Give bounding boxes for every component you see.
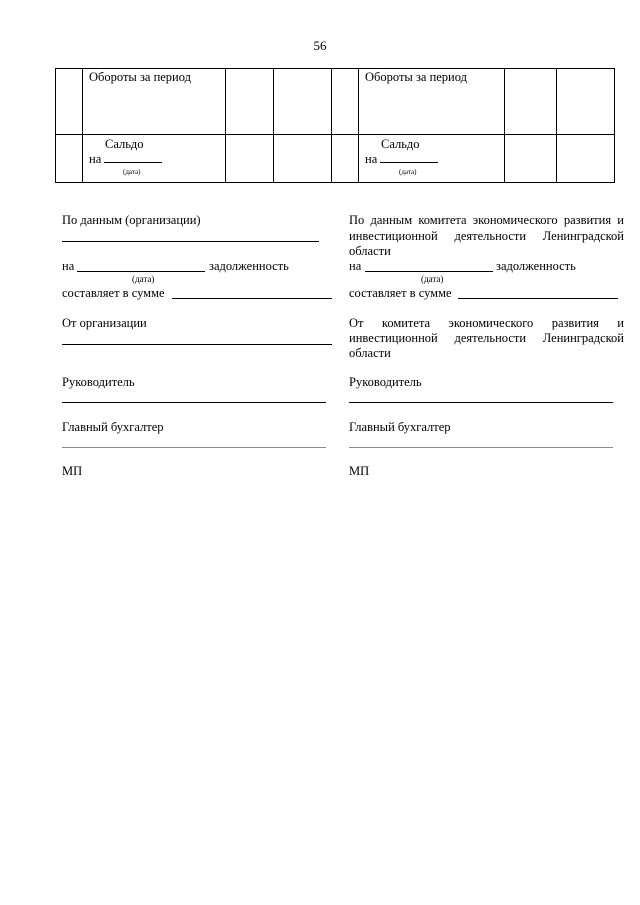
right-date-line[interactable] [365,271,493,272]
saldo-on-label-left: на [89,152,102,166]
right-head-label: Руководитель [349,375,422,389]
left-accountant-signature-line[interactable] [62,447,326,448]
right-sum-label: составляет в сумме [349,286,452,300]
table-row-saldo [56,135,615,183]
right-sum-line[interactable] [458,298,618,299]
right-from-committee-line2: инвестиционной деятельности Ленинградской [349,331,624,345]
saldo-date-hint-right: (дата) [399,168,417,176]
left-from-org-line[interactable] [62,344,332,345]
table-row-turnover [56,69,615,135]
table-cell [505,135,557,183]
left-accountant-label: Главный бухгалтер [62,420,164,434]
left-head-label: Руководитель [62,375,135,389]
saldo-label-left: Сальдо [105,137,144,151]
saldo-cell-left [83,135,226,183]
right-from-committee-line1: От комитета экономического развития и [349,316,624,330]
left-head-signature-line[interactable] [62,402,326,403]
left-org-name-line[interactable] [62,241,319,242]
table-cell [56,135,83,183]
turnover-label-left: Обороты за период [83,69,226,135]
right-accountant-label: Главный бухгалтер [349,420,451,434]
saldo-cell-right [359,135,505,183]
left-date-line[interactable] [77,271,205,272]
saldo-date-hint-left: (дата) [123,168,141,176]
saldo-on-label-right: на [365,152,378,166]
table-cell [56,69,83,135]
right-by-data-line3: области [349,244,391,258]
right-on-label: на [349,259,362,273]
left-by-data-label: По данным (организации) [62,213,201,227]
table-cell [226,135,274,183]
saldo-date-line-right [380,152,438,163]
table-cell [274,135,332,183]
table-cell [557,69,615,135]
table-cell [332,135,359,183]
right-from-committee-line3: области [349,346,391,360]
turnover-label-right: Обороты за период [359,69,505,135]
table-cell [274,69,332,135]
reconciliation-table [55,68,615,183]
right-debt-label: задолженность [496,259,576,273]
left-from-org-label: От организации [62,316,147,330]
table-cell [332,69,359,135]
right-seal-label: МП [349,464,370,478]
table-cell [505,69,557,135]
left-sum-line[interactable] [172,298,332,299]
page-number: 56 [313,38,327,53]
left-sum-label: составляет в сумме [62,286,165,300]
right-by-data-line1: По данным комитета экономического развития и [349,213,624,227]
left-date-hint: (дата) [132,274,155,284]
left-seal-label: МП [62,464,83,478]
table-cell [226,69,274,135]
left-debt-label: задолженность [209,259,289,273]
right-accountant-signature-line[interactable] [349,447,613,448]
table-cell [557,135,615,183]
right-head-signature-line[interactable] [349,402,613,403]
right-date-hint: (дата) [421,274,444,284]
saldo-date-line-left [104,152,162,163]
left-on-label: на [62,259,75,273]
right-by-data-line2: инвестиционной деятельности Ленинградской [349,229,624,243]
saldo-label-right: Сальдо [381,137,420,151]
